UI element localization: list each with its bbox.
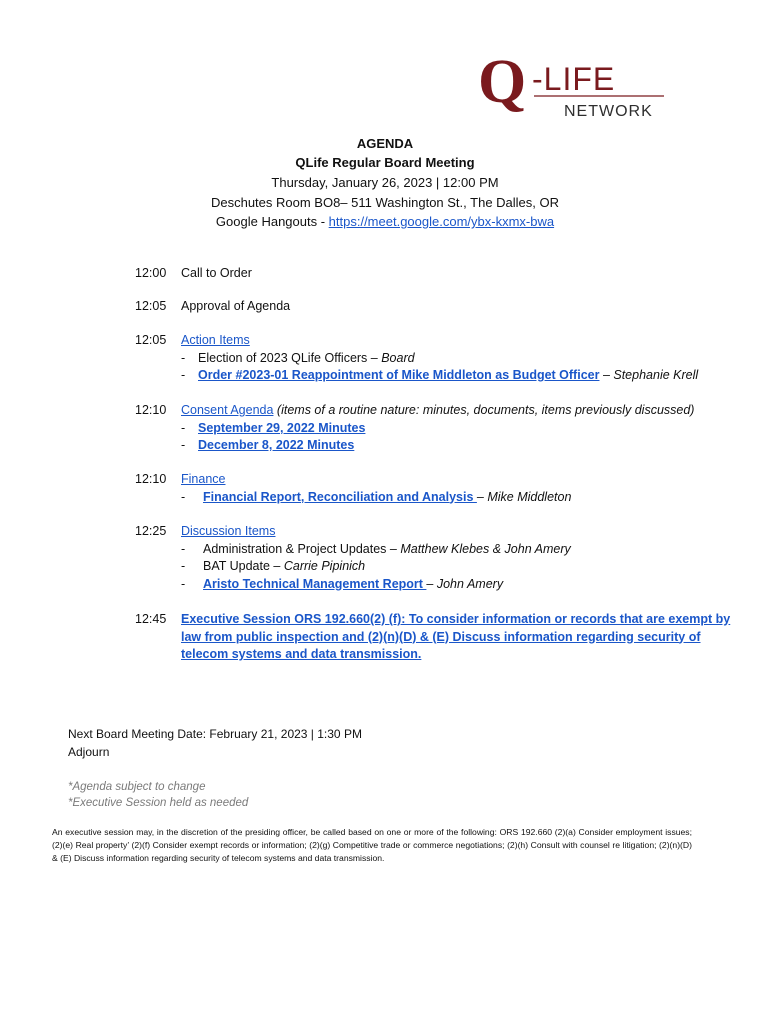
item-time: 12:10 xyxy=(135,472,167,486)
discussion-items-link[interactable]: Discussion Items xyxy=(181,524,276,538)
hangouts-prefix: Google Hangouts - xyxy=(215,214,329,229)
consent-description: (items of a routine nature: minutes, documents, items previously discussed) xyxy=(273,403,695,417)
aristo-report-link[interactable]: Aristo Technical Management Report xyxy=(203,576,427,591)
item-time: 12:45 xyxy=(135,612,167,626)
action-subitem-election: - Election of 2023 QLife Officers – Board xyxy=(181,350,415,365)
financial-report-link[interactable]: Financial Report, Reconciliation and Analysis xyxy=(203,489,477,504)
next-meeting-date: Next Board Meeting Date: February 21, 2023 | 1:30 PM xyxy=(68,727,362,741)
item-label: Approval of Agenda xyxy=(181,299,291,313)
consent-subitem-sept: - September 29, 2022 Minutes xyxy=(181,420,366,435)
executive-session-link-2[interactable]: law from public inspection and (2)(n)(D) & (E) Discuss information regarding security of xyxy=(181,629,701,644)
hangouts-link[interactable]: https://meet.google.com/ybx-kxmx-bwa xyxy=(328,214,555,229)
item-time: 12:25 xyxy=(135,524,167,538)
action-subitem-order: - Order #2023-01 Reappointment of Mike Middleton as Budget Officer – Stephanie Krell xyxy=(181,368,699,382)
discussion-subitem-aristo: - Aristo Technical Management Report – John Amery xyxy=(181,576,504,591)
executive-session-link-3[interactable]: telecom systems and data transmission. xyxy=(181,647,422,661)
adjourn-label: Adjourn xyxy=(68,745,110,759)
discussion-subitem-bat: - BAT Update – Carrie Pipinich xyxy=(181,559,366,573)
meeting-datetime: Thursday, January 26, 2023 | 12:00 PM xyxy=(271,175,499,190)
finance-link[interactable]: Finance xyxy=(181,472,226,486)
logo-q: Q xyxy=(478,50,527,116)
action-items-link[interactable]: Action Items xyxy=(181,333,250,347)
executive-session-link-1[interactable]: Executive Session ORS 192.660(2) (f): To consider information or records that are exempt by xyxy=(181,612,731,626)
finance-subitem-report: - Financial Report, Reconciliation and Analysis – Mike Middleton xyxy=(181,489,572,504)
logo-network: NETWORK xyxy=(564,103,653,120)
item-time: 12:00 xyxy=(135,266,167,280)
item-time: 12:05 xyxy=(135,299,167,313)
meeting-location: Deschutes Room BO8– 511 Washington St., The Dalles, OR xyxy=(210,195,560,210)
hangouts-line xyxy=(0,212,770,232)
consent-subitem-dec: - December 8, 2022 Minutes xyxy=(181,438,355,452)
qlife-network-logo xyxy=(478,50,664,122)
agenda-change-note: *Agenda subject to change xyxy=(68,781,206,793)
item-time: 12:05 xyxy=(135,333,167,347)
executive-session-note: *Executive Session held as needed xyxy=(68,797,249,809)
dec-8-minutes-link[interactable]: December 8, 2022 Minutes xyxy=(198,438,355,452)
executive-session-fine-print: An executive session may, in the discretion of the presiding officer, be called based on one or more of the following: ORS 192.660 (2)(a) Consider employment issues; (2)(e) Real property’ (2)(f) Consider exempt records or information; (2)(g) Competitive trade or commerce negotiations; (2)(h) Consult with counsel re litigation; (2)(n)(D) & (E) Discuss information regarding security of telecom systems and data transmission. xyxy=(52,827,692,863)
sept-29-minutes-link[interactable]: September 29, 2022 Minutes xyxy=(198,420,366,435)
order-2023-01-link[interactable]: Order #2023-01 Reappointment of Mike Middleton as Budget Officer xyxy=(198,368,600,382)
meeting-name: QLife Regular Board Meeting xyxy=(295,155,475,170)
logo-life: -LIFE xyxy=(532,61,616,97)
consent-agenda-link[interactable]: Consent Agenda xyxy=(181,403,274,417)
agenda-title: AGENDA xyxy=(356,136,414,151)
item-label: Call to Order xyxy=(181,266,252,280)
item-time: 12:10 xyxy=(135,403,167,417)
discussion-subitem-admin: - Administration & Project Updates – Matthew Klebes & John Amery xyxy=(181,541,571,556)
